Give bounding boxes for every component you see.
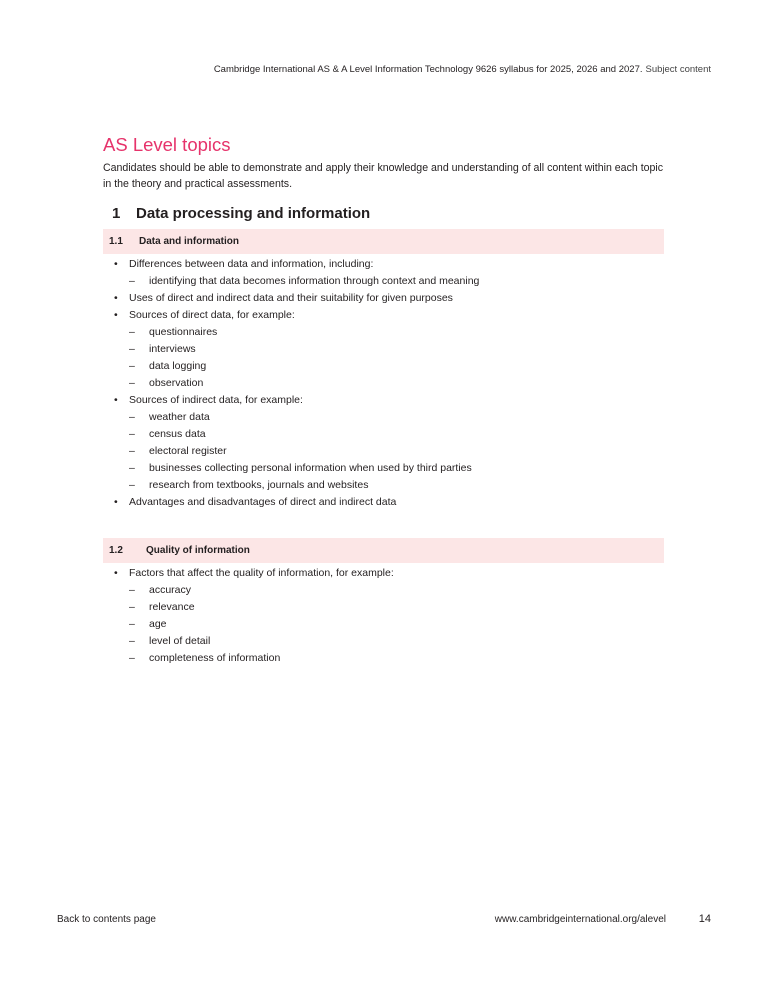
sub-item [103, 273, 479, 290]
section-header-1-2 [103, 538, 664, 563]
item-text: research from textbooks, journals and websites [149, 479, 369, 491]
sub-item [103, 650, 394, 667]
section-number: 1.2 [109, 545, 123, 556]
website-link[interactable]: www.cambridgeinternational.org/alevel [494, 914, 666, 925]
sub-item [103, 426, 479, 443]
sub-item [103, 341, 479, 358]
topic-heading [112, 205, 370, 222]
header-section: Subject content [645, 64, 711, 75]
dash-marker: – [129, 326, 135, 338]
item-text: relevance [149, 601, 195, 613]
sub-item [103, 582, 394, 599]
item-text: census data [149, 428, 206, 440]
sub-item [103, 633, 394, 650]
sub-item [103, 460, 479, 477]
page-number: 14 [698, 913, 711, 925]
item-text: Sources of direct data, for example: [129, 309, 295, 321]
topic-title: Data processing and information [136, 205, 371, 222]
item-text: Factors that affect the quality of information, for example: [129, 567, 394, 579]
item-text: completeness of information [149, 652, 281, 664]
section-number: 1.1 [109, 236, 123, 247]
sub-item [103, 324, 479, 341]
back-to-contents-link[interactable]: Back to contents page [57, 914, 156, 925]
header-title: Cambridge International AS & A Level Information Technology 9626 syllabus for 2025, 2026 and 2027. [213, 64, 643, 75]
item-text: weather data [149, 411, 210, 423]
dash-marker: – [129, 601, 135, 613]
item-text: identifying that data becomes information through context and meaning [149, 275, 480, 287]
item-text: questionnaires [149, 326, 218, 338]
dash-marker: – [129, 652, 135, 664]
section-title: Quality of information [146, 545, 250, 556]
dash-marker: – [129, 411, 135, 423]
item-text: Advantages and disadvantages of direct and indirect data [129, 496, 397, 508]
dash-marker: – [129, 428, 135, 440]
page-title: AS Level topics [103, 134, 231, 155]
item-text: electoral register [149, 445, 227, 457]
item-text: businesses collecting personal information when used by third parties [149, 462, 472, 474]
section-header-1-1 [103, 229, 664, 254]
sub-item [103, 443, 479, 460]
sub-item [103, 358, 479, 375]
topic-number: 1 [112, 205, 121, 222]
dash-marker: – [129, 635, 135, 647]
dash-marker: – [129, 618, 135, 630]
bullet-item [103, 494, 479, 511]
dash-marker: – [129, 275, 135, 287]
section-1-2-list [103, 565, 394, 667]
sub-item [103, 599, 394, 616]
item-text: observation [149, 377, 204, 389]
section-1-1-list [103, 256, 479, 511]
bullet-item [103, 256, 479, 273]
dash-marker: – [129, 462, 135, 474]
sub-item [103, 616, 394, 633]
item-text: age [149, 618, 167, 630]
dash-marker: – [129, 479, 135, 491]
item-text: data logging [149, 360, 207, 372]
running-header [214, 64, 711, 75]
item-text: Sources of indirect data, for example: [129, 394, 303, 406]
intro-paragraph: Candidates should be able to demonstrate and apply their knowledge and understanding of all content within each topic in the theory and practical assessments. [103, 162, 664, 190]
sub-item [103, 375, 479, 392]
item-text: level of detail [149, 635, 211, 647]
bullet-item [103, 307, 479, 324]
bullet-item [103, 290, 479, 307]
item-text: interviews [149, 343, 196, 355]
bullet-item [103, 392, 479, 409]
bullet-item [103, 565, 394, 582]
dash-marker: – [129, 584, 135, 596]
section-title: Data and information [139, 236, 240, 247]
item-text: Differences between data and information, including: [129, 258, 374, 270]
item-text: accuracy [149, 584, 192, 596]
sub-item [103, 477, 479, 494]
dash-marker: – [129, 377, 135, 389]
dash-marker: – [129, 360, 135, 372]
item-text: Uses of direct and indirect data and their suitability for given purposes [129, 292, 453, 304]
sub-item [103, 409, 479, 426]
dash-marker: – [129, 343, 135, 355]
dash-marker: – [129, 445, 135, 457]
